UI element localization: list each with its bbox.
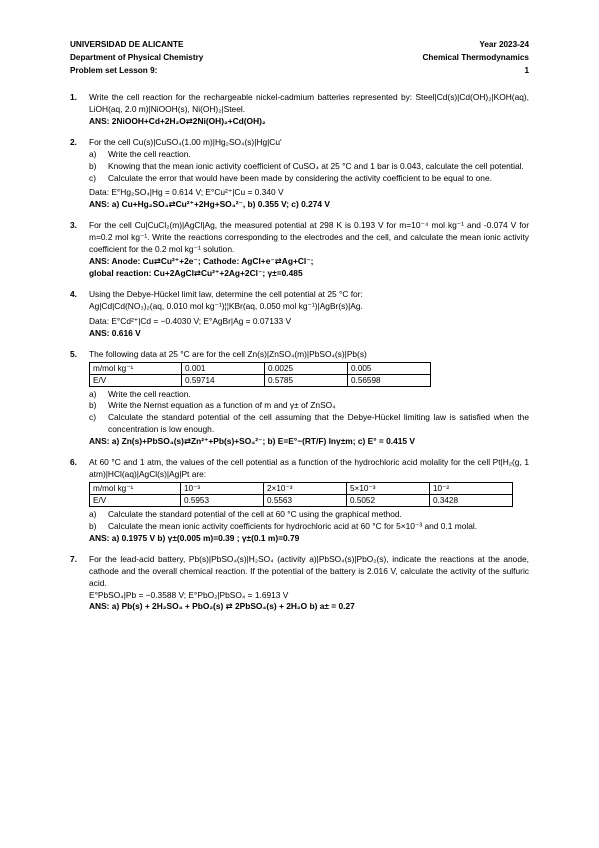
problem-answer: ANS: a) Pb(s) + 2H₂SO₄ + PbO₂(s) ⇄ 2PbSO₄(s) + 2H₂O b) a± = 0.27	[89, 601, 355, 612]
sub-item	[89, 161, 529, 173]
table-cell: m/mol kg⁻¹	[90, 482, 181, 494]
problem-number: 5.	[70, 348, 77, 359]
problem-number: 4.	[70, 288, 77, 299]
page-header	[70, 38, 529, 77]
header-row-3	[70, 64, 529, 77]
sub-item	[89, 412, 529, 436]
problem-1	[70, 92, 529, 128]
problem-data: Data: E°Hg₂SO₄|Hg = 0.614 V; E°Cu²⁺|Cu = 0.340 V	[89, 187, 284, 198]
problem-number: 6.	[70, 457, 77, 468]
sub-item-label: c)	[89, 172, 96, 183]
problem-number: 2.	[70, 136, 77, 147]
problem-text: Write the cell reaction for the rechargeable nickel-cadmium batteries represented by: Steel|Cd(s)|Cd(OH)₂|KOH(aq), LiOH(aq, 2.0 m)|NiOOH(s), Ni(OH)₂|Steel.	[89, 92, 529, 114]
sub-item-label: c)	[89, 412, 96, 423]
table-cell: 0.59714	[182, 374, 265, 386]
sub-item-text: Write the cell reaction.	[108, 388, 191, 399]
table-cell: E/V	[90, 494, 181, 506]
department-name: Department of Physical Chemistry	[70, 53, 204, 62]
problem-6	[70, 457, 529, 545]
sub-item	[89, 400, 529, 412]
problem-5	[70, 349, 529, 449]
sub-item	[89, 149, 529, 161]
sub-item-text: Knowing that the mean ionic activity coefficient of CuSO₄ at 25 °C and 1 bar is 0.043, calculate the cell potential.	[108, 160, 524, 171]
table-cell: 0.001	[182, 362, 265, 374]
problem-2	[70, 137, 529, 212]
table-cell: 2×10⁻³	[264, 482, 347, 494]
sub-item-label: b)	[89, 400, 97, 411]
problem-answer: ANS: 2NiOOH+Cd+2H₂O⇄2Ni(OH)₂+Cd(OH)₂	[89, 115, 266, 126]
sub-item-label: a)	[89, 148, 97, 159]
table-row	[90, 482, 513, 494]
sub-item	[89, 509, 529, 521]
sub-item-text: Calculate the standard potential of the cell assuming that the Debye-Hückel limiting law is satisfied when the concentration is low enough.	[108, 412, 529, 435]
problem-text: At 60 °C and 1 atm, the values of the cell potential as a function of the hydrochloric acid molality for the cell Pt|H₂(g, 1 atm)|HCl(aq)|AgCl(s)|Ag|Pt are:	[89, 457, 529, 480]
problem-number: 7.	[70, 553, 77, 564]
problem-answer: ANS: Anode: Cu⇄Cu²⁺+2e⁻; Cathode: AgCl+e⁻⇄Ag+Cl⁻;	[89, 256, 314, 267]
sub-item-label: a)	[89, 508, 97, 519]
problem-answer: ANS: 0.616 V	[89, 327, 141, 338]
problem-list	[70, 92, 529, 622]
sub-item	[89, 173, 529, 185]
sub-item	[89, 521, 529, 533]
sub-item-text: Write the cell reaction.	[108, 148, 191, 159]
problem-text: For the cell Cu|CuCl₂(m)|AgCl|Ag, the measured potential at 298 K is 0.193 V for m=10⁻⁴ mol kg⁻¹ and -0.074 V for m=0.2 mol kg⁻¹. Write the reactions corresponding to the electrodes and the cell, and calculate the mean ionic activity coefficient for the 0.2 mol kg⁻¹ solution.	[89, 220, 529, 255]
table-cell: 0.5052	[347, 494, 430, 506]
problem-answer: global reaction: Cu+2AgCl⇄Cu²⁺+2Ag+2Cl⁻; γ±=0.485	[89, 267, 303, 278]
problem-data: E°PbSO₄|Pb = −0.3588 V; E°PbO₂|PbSO₄ = 1.6913 V	[89, 589, 289, 600]
table-cell: 0.0025	[265, 362, 348, 374]
table-row	[90, 494, 513, 506]
problem-answer: ANS: a) Zn(s)+PbSO₄(s)⇄Zn²⁺+Pb(s)+SO₄²⁻; b) E=E°−(RT/F) lnγ±m; c) E° = 0.415 V	[89, 436, 415, 447]
problem-number: 3.	[70, 220, 77, 231]
sub-item-text: Write the Nernst equation as a function of m and γ± of ZnSO₄	[108, 400, 336, 411]
problem-text: For the cell Cu(s)|CuSO₄(1.00 m)|Hg₂SO₄(s)|Hg|Cu'	[89, 136, 282, 147]
problem-text: The following data at 25 °C are for the cell Zn(s)|ZnSO₄(m)|PbSO₄(s)|Pb(s)	[89, 348, 367, 359]
university-name: UNIVERSIDAD DE ALICANTE	[70, 40, 184, 49]
problem-text: Using the Debye-Hückel limit law, determine the cell potential at 25 °C for:	[89, 288, 363, 299]
sub-item	[89, 389, 529, 401]
sub-item-text: Calculate the mean ionic activity coefficients for hydrochloric acid at 60 °C for 5×10⁻³ and 0.1 molal.	[108, 520, 478, 531]
data-table	[89, 362, 431, 387]
table-cell: 0.5785	[265, 374, 348, 386]
table-cell: m/mol kg⁻¹	[90, 362, 182, 374]
academic-year: Year 2023-24	[479, 40, 529, 49]
table-cell: 0.005	[348, 362, 431, 374]
table-cell: 0.5563	[264, 494, 347, 506]
table-cell: E/V	[90, 374, 182, 386]
table-row	[90, 362, 431, 374]
table-cell: 0.5953	[181, 494, 264, 506]
problem-3	[70, 220, 529, 280]
sub-item-label: b)	[89, 160, 97, 171]
problem-4	[70, 289, 529, 340]
table-row	[90, 374, 431, 386]
header-row-2	[70, 51, 529, 64]
problem-7	[70, 554, 529, 614]
table-cell: 0.56598	[348, 374, 431, 386]
problem-answer: ANS: a) 0.1975 V b) γ±(0.005 m)=0.39 ; γ±(0.1 m)=0.79	[89, 532, 300, 543]
problem-data: Data: E°Cd²⁺|Cd = −0.4030 V; E°AgBr|Ag = 0.07133 V	[89, 315, 292, 326]
course-name: Chemical Thermodynamics	[422, 53, 529, 62]
problem-text: For the lead-acid battery, Pb(s)|PbSO₄(s)|H₂SO₄ (activity a)|PbSO₄(s)|PbO₂(s), indicate the reactions at the anode, cathode and the overall chemical reaction. If the potential of the battery is 2.016 V, calculate the activity of the sulfuric acid.	[89, 553, 529, 588]
sub-item-label: b)	[89, 520, 97, 531]
data-table	[89, 482, 513, 507]
cell-notation: Ag|Cd|Cd(NO₃)₂(aq, 0.010 mol kg⁻¹)¦¦KBr(aq, 0.050 mol kg⁻¹)|AgBr(s)|Ag.	[89, 300, 363, 311]
table-cell: 10⁻²	[430, 482, 513, 494]
problem-number: 1.	[70, 92, 77, 102]
problem-set-title: Problem set Lesson 9:	[70, 66, 158, 75]
sub-item-label: a)	[89, 388, 97, 399]
page-number: 1	[524, 66, 529, 75]
header-row-1	[70, 38, 529, 51]
table-cell: 10⁻³	[181, 482, 264, 494]
table-cell: 5×10⁻³	[347, 482, 430, 494]
problem-answer: ANS: a) Cu+Hg₂SO₄⇄Cu²⁺+2Hg+SO₄²⁻, b) 0.355 V; c) 0.274 V	[89, 199, 330, 210]
table-cell: 0.3428	[430, 494, 513, 506]
sub-item-text: Calculate the standard potential of the cell at 60 °C using the graphical method.	[108, 508, 402, 519]
sub-item-text: Calculate the error that would have been made by considering the activity coefficient to be equal to one.	[108, 172, 492, 183]
